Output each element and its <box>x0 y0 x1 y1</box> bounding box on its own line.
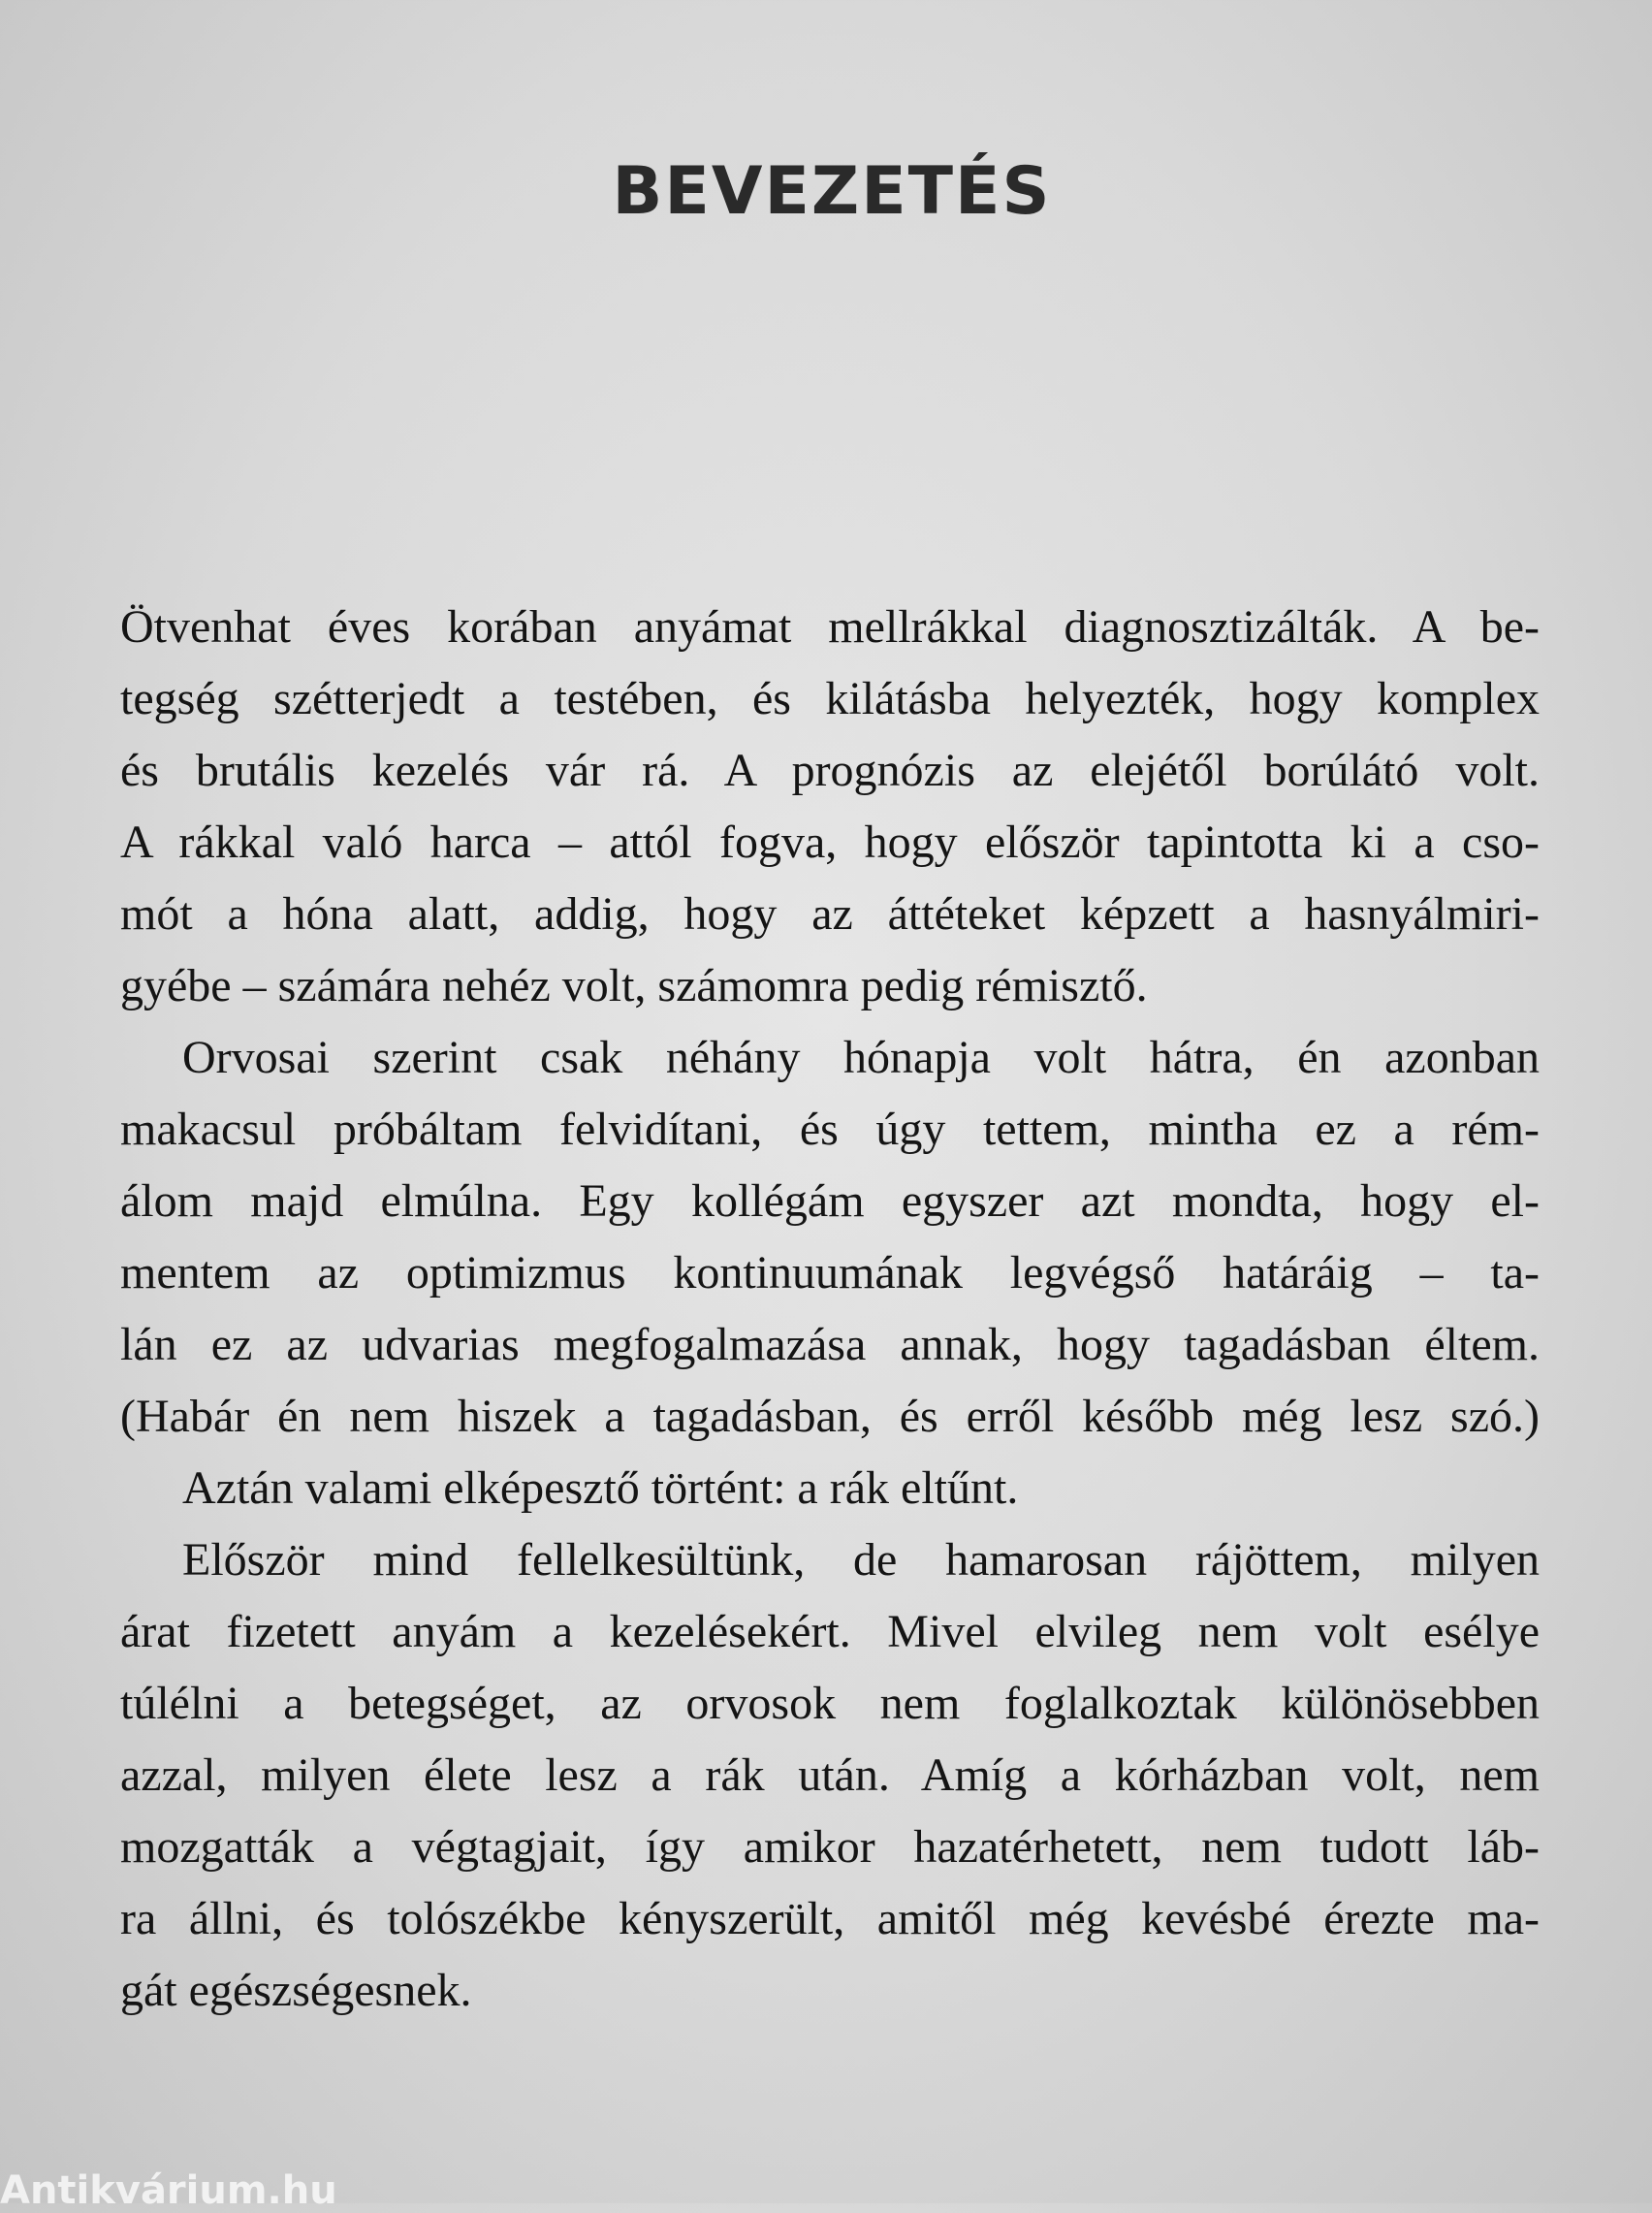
text-line: tegség szétterjedt a testében, és kilátásba helyezték, hogy komplex <box>120 673 1540 724</box>
text-line: (Habár én nem hiszek a tagadásban, és erről később még lesz szó.) <box>120 1391 1540 1442</box>
paragraph-2 <box>120 1022 1540 1453</box>
text-line: Aztán valami elképesztő történt: a rák eltűnt. <box>182 1462 1019 1514</box>
text-line: A rákkal való harca – attól fogva, hogy először tapintotta ki a cso- <box>120 817 1540 868</box>
text-line: azzal, milyen élete lesz a rák után. Amíg a kórházban volt, nem <box>120 1749 1540 1801</box>
text-line: makacsul próbáltam felvidítani, és úgy tettem, mintha ez a rém- <box>120 1104 1540 1155</box>
chapter-body <box>120 592 1540 2027</box>
paragraph-1 <box>120 592 1540 1022</box>
text-line: mozgatták a végtagjait, így amikor hazatérhetett, nem tudott láb- <box>120 1821 1540 1873</box>
text-line: túlélni a betegséget, az orvosok nem foglalkoztak különösebben <box>120 1678 1540 1729</box>
text-line: Először mind fellelkesültünk, de hamarosan rájöttem, milyen <box>182 1534 1540 1586</box>
text-line: Orvosai szerint csak néhány hónapja volt hátra, én azonban <box>182 1032 1540 1083</box>
text-line: ra állni, és tolószékbe kényszerült, amitől még kevésbé érezte ma- <box>120 1893 1540 1944</box>
text-line: mót a hóna alatt, addig, hogy az áttéteket képzett a hasnyálmiri- <box>120 888 1540 940</box>
watermark-text: Antikvárium.hu <box>0 2168 337 2213</box>
paragraph-4 <box>120 1524 1540 2027</box>
text-line: mentem az optimizmus kontinuumának legvégső határáig – ta- <box>120 1247 1540 1299</box>
text-line: lán ez az udvarias megfogalmazása annak, hogy tagadásban éltem. <box>120 1319 1540 1370</box>
text-line: álom majd elmúlna. Egy kollégám egyszer azt mondta, hogy el- <box>120 1175 1540 1227</box>
paragraph-3 <box>120 1453 1540 1524</box>
text-line: Ötvenhat éves korában anyámat mellrákkal diagnosztizálták. A be- <box>120 601 1540 653</box>
text-line: gát egészségesnek. <box>120 1965 472 2016</box>
text-line: gyébe – számára nehéz volt, számomra pedig rémisztő. <box>120 960 1148 1011</box>
text-line: és brutális kezelés vár rá. A prognózis az elejétől borúlátó volt. <box>120 745 1540 796</box>
text-line: árat fizetett anyám a kezelésekért. Mivel elvileg nem volt esélye <box>120 1606 1540 1657</box>
chapter-heading: BEVEZETÉS <box>612 153 1052 230</box>
